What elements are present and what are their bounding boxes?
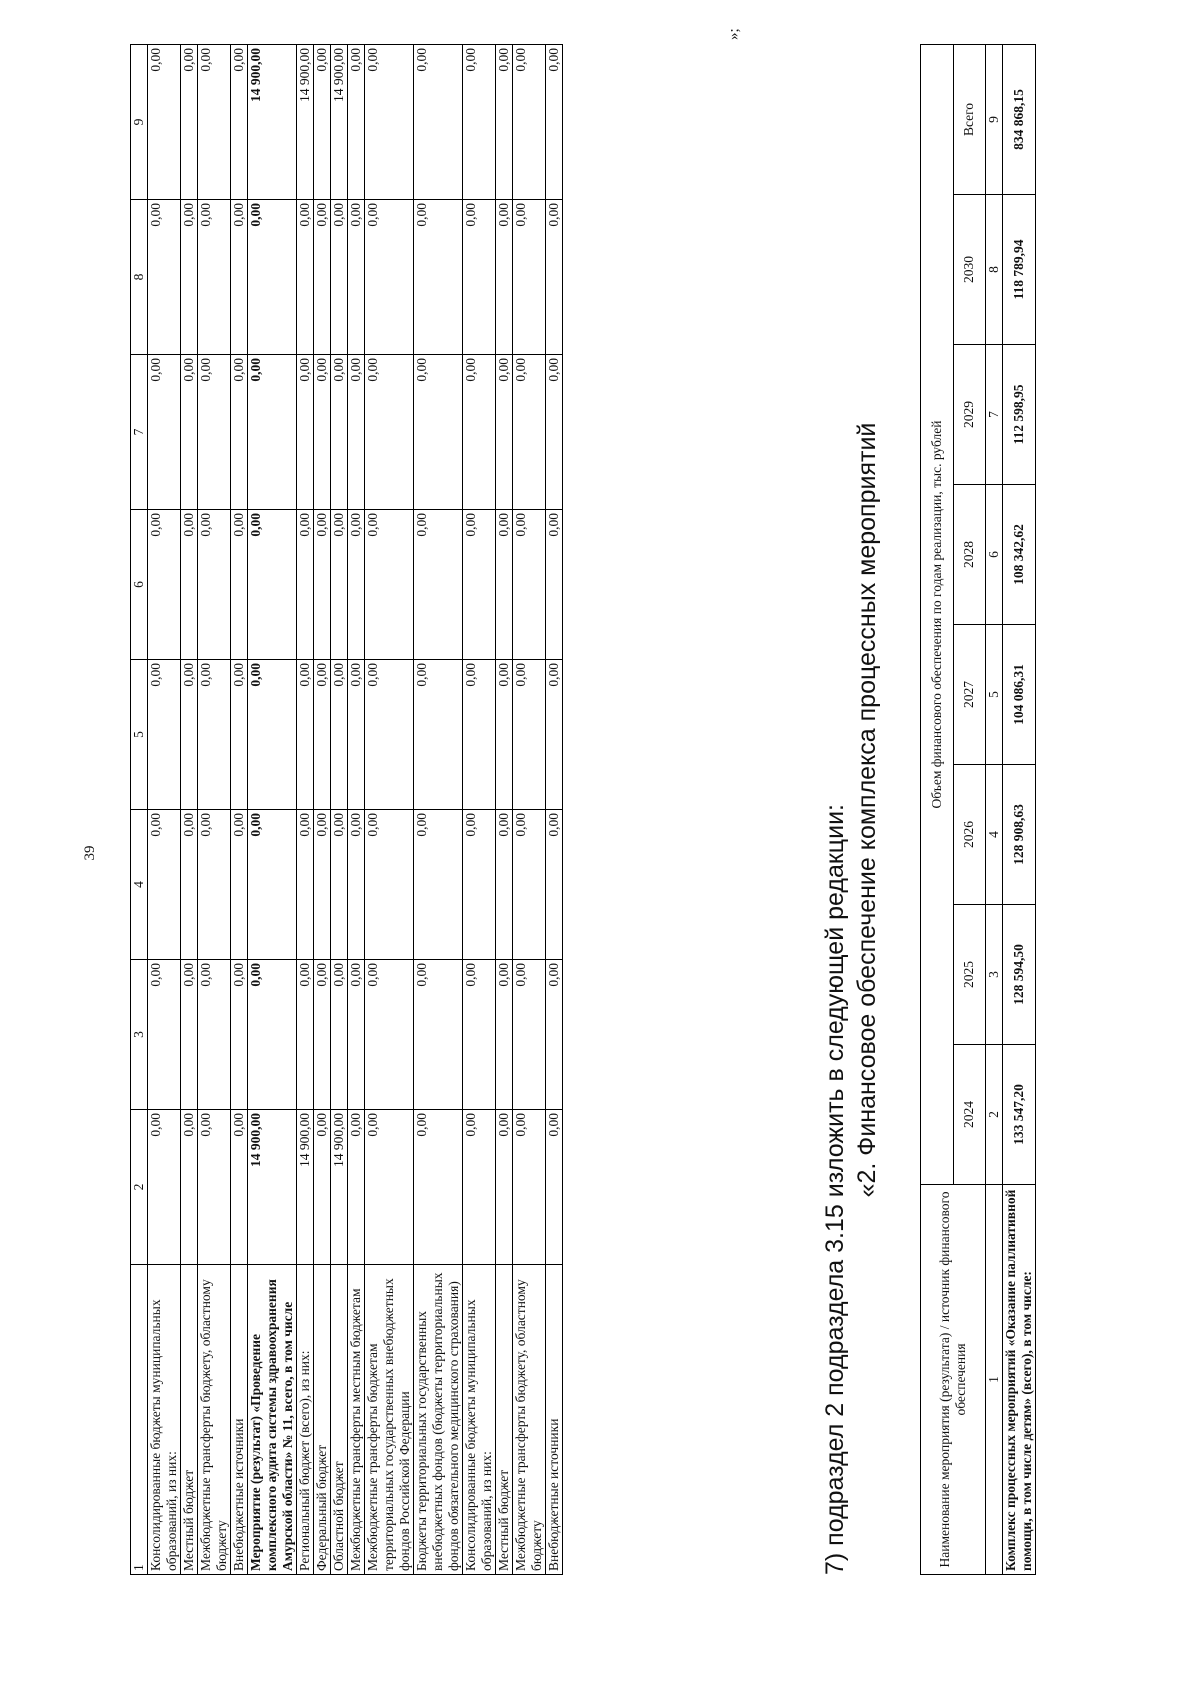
value-cell: 0,00	[148, 355, 181, 510]
value-cell: 0,00	[414, 960, 463, 1110]
value-cell: 0,00	[314, 200, 331, 355]
value-cell: 0,00	[314, 810, 331, 960]
value-cell: 0,00	[231, 510, 248, 660]
value-cell: 0,00	[496, 660, 513, 810]
value-cell: 0,00	[231, 960, 248, 1110]
value-cell: 0,00	[496, 960, 513, 1110]
value-cell: 0,00	[546, 510, 563, 660]
value-cell: 0,00	[365, 1110, 414, 1265]
row-label: Региональный бюджет (всего), из них:	[297, 1265, 314, 1575]
column-number-row	[131, 45, 148, 1575]
value-cell: 0,00	[348, 355, 365, 510]
row-label: Областной бюджет	[331, 1265, 348, 1575]
value-cell: 0,00	[496, 1110, 513, 1265]
value-cell: 14 900,00	[297, 45, 314, 200]
row-label: Межбюджетные трансферты бюджету, областному бюджету	[513, 1265, 546, 1575]
value-cell: 0,00	[148, 200, 181, 355]
value-cell: 0,00	[314, 960, 331, 1110]
value-cell: 0,00	[248, 810, 297, 960]
year-cell: 2028	[953, 485, 986, 625]
header-name-cell: Наименование мероприятия (результата) / источник финансового обеспечения	[921, 1185, 986, 1575]
table-row	[331, 45, 348, 1575]
value-cell: 0,00	[513, 45, 546, 200]
value-cell: 0,00	[297, 960, 314, 1110]
table-row	[496, 45, 513, 1575]
value-cell: 0,00	[463, 660, 496, 810]
value-cell: 0,00	[365, 200, 414, 355]
value-cell: 0,00	[463, 1110, 496, 1265]
value-cell: 0,00	[365, 45, 414, 200]
value-cell: 0,00	[231, 355, 248, 510]
financing-table-continued	[130, 44, 563, 1575]
table-row	[365, 45, 414, 1575]
value-cell: 0,00	[348, 200, 365, 355]
value-cell: 0,00	[546, 45, 563, 200]
value-cell: 14 900,00	[331, 1110, 348, 1265]
table-row	[198, 45, 231, 1575]
column-number: 7	[986, 345, 1003, 485]
value-cell: 0,00	[513, 660, 546, 810]
header-row	[921, 44, 954, 1574]
closing-quote: »;	[726, 28, 742, 40]
column-number-row	[986, 44, 1003, 1574]
value-cell: 0,00	[348, 810, 365, 960]
value-cell: 0,00	[198, 200, 231, 355]
column-number: 8	[131, 200, 148, 355]
row-label: Местный бюджет	[496, 1265, 513, 1575]
value-cell: 0,00	[414, 510, 463, 660]
column-number: 9	[131, 45, 148, 200]
value-cell: 0,00	[496, 510, 513, 660]
value-cell: 0,00	[231, 810, 248, 960]
year-cell: 2027	[953, 625, 986, 765]
page-number: 39	[82, 845, 98, 861]
value-cell: 0,00	[297, 355, 314, 510]
row-label: Мероприятие (результат) «Проведение комплексного аудита системы здравоохранения Амурской области» № 11, всего, в том числе	[248, 1265, 297, 1575]
table-row	[181, 45, 198, 1575]
column-number: 5	[986, 625, 1003, 765]
value-cell: 0,00	[297, 660, 314, 810]
value-cell: 0,00	[463, 810, 496, 960]
value-cell: 0,00	[348, 1110, 365, 1265]
value-cell: 0,00	[297, 510, 314, 660]
value-cell: 0,00	[546, 810, 563, 960]
column-number: 1	[131, 1265, 148, 1575]
column-number: 9	[986, 44, 1003, 194]
row-label: Внебюджетные источники	[546, 1265, 563, 1575]
value-cell: 0,00	[513, 810, 546, 960]
value-cell: 0,00	[463, 960, 496, 1110]
value-cell: 0,00	[248, 660, 297, 810]
column-number: 1	[986, 1185, 1003, 1575]
value-cell: 14 900,00	[331, 45, 348, 200]
value-cell: 0,00	[231, 200, 248, 355]
value-cell: 14 900,00	[248, 1110, 297, 1265]
value-cell: 0,00	[513, 1110, 546, 1265]
value-cell: 0,00	[414, 810, 463, 960]
table-row	[463, 45, 496, 1575]
table-row	[231, 45, 248, 1575]
value-cell: 0,00	[231, 45, 248, 200]
value-cell: 0,00	[331, 200, 348, 355]
value-cell: 14 900,00	[297, 1110, 314, 1265]
value-cell: 0,00	[148, 810, 181, 960]
value-cell: 0,00	[314, 1110, 331, 1265]
table-row	[248, 45, 297, 1575]
value-cell: 0,00	[348, 660, 365, 810]
value-cell: 0,00	[198, 510, 231, 660]
value-cell: 0,00	[331, 660, 348, 810]
value-cell: 0,00	[414, 355, 463, 510]
value-cell: 0,00	[513, 510, 546, 660]
value-cell: 0,00	[181, 660, 198, 810]
year-cell: 2030	[953, 195, 986, 345]
value-cell: 0,00	[148, 660, 181, 810]
value-cell: 0,00	[463, 200, 496, 355]
year-cell: 2026	[953, 765, 986, 905]
value-cell: 0,00	[513, 200, 546, 355]
value-cell: 0,00	[463, 45, 496, 200]
value-cell: 0,00	[414, 45, 463, 200]
value-cell: 0,00	[365, 660, 414, 810]
row-label: Бюджеты территориальных государственных внебюджетных фондов (бюджеты территориальных фондов обязательного медицинского страхования)	[414, 1265, 463, 1575]
value-cell: 0,00	[181, 510, 198, 660]
value-cell: 0,00	[546, 355, 563, 510]
value-cell: 0,00	[463, 355, 496, 510]
column-number: 2	[131, 1110, 148, 1265]
value-cell: 0,00	[546, 660, 563, 810]
value-cell: 0,00	[248, 960, 297, 1110]
column-number: 2	[986, 1045, 1003, 1185]
row-label: Межбюджетные трансферты бюджетам территориальных государственных внебюджетных фондов Российской Федерации	[365, 1265, 414, 1575]
column-number: 3	[131, 960, 148, 1110]
value-cell: 0,00	[365, 510, 414, 660]
row-label: Консолидированные бюджеты муниципальных образований, из них:	[148, 1265, 181, 1575]
value-cell: 0,00	[198, 1110, 231, 1265]
value-cell: 0,00	[331, 355, 348, 510]
year-cell: 2029	[953, 345, 986, 485]
table-row	[297, 45, 314, 1575]
value-cell: 0,00	[348, 510, 365, 660]
value-cell: 0,00	[181, 960, 198, 1110]
table-row	[348, 45, 365, 1575]
value-cell: 0,00	[148, 1110, 181, 1265]
row-label: Комплекс процессных мероприятий «Оказание паллиативной помощи, в том числе детям» (всего), в том числе:	[1003, 1185, 1036, 1575]
value-cell: 0,00	[331, 810, 348, 960]
value-cell: 0,00	[496, 200, 513, 355]
header-volume-cell: Объем финансового обеспечения по годам реализации, тыс. рублей	[921, 44, 954, 1184]
table-row	[148, 45, 181, 1575]
table-row	[513, 45, 546, 1575]
value-cell: 0,00	[331, 510, 348, 660]
value-cell: 0,00	[331, 960, 348, 1110]
value-cell: 0,00	[463, 510, 496, 660]
table-row	[546, 45, 563, 1575]
value-cell: 0,00	[365, 355, 414, 510]
value-cell: 0,00	[181, 1110, 198, 1265]
value-cell: 118 789,94	[1003, 195, 1036, 345]
year-cell: 2025	[953, 905, 986, 1045]
value-cell: 0,00	[546, 200, 563, 355]
row-label: Консолидированные бюджеты муниципальных образований, из них:	[463, 1265, 496, 1575]
value-cell: 0,00	[513, 960, 546, 1110]
value-cell: 0,00	[231, 1110, 248, 1265]
value-cell: 0,00	[198, 810, 231, 960]
value-cell: 108 342,62	[1003, 485, 1036, 625]
value-cell: 0,00	[181, 355, 198, 510]
value-cell: 0,00	[546, 960, 563, 1110]
value-cell: 0,00	[348, 45, 365, 200]
column-number: 4	[131, 810, 148, 960]
column-number: 6	[986, 485, 1003, 625]
value-cell: 0,00	[248, 200, 297, 355]
value-cell: 0,00	[297, 810, 314, 960]
value-cell: 133 547,20	[1003, 1045, 1036, 1185]
value-cell: 0,00	[414, 200, 463, 355]
column-number: 5	[131, 660, 148, 810]
table-row	[414, 45, 463, 1575]
amendment-instruction: 7) подраздел 2 подраздела 3.15 изложить в следующей редакции:	[821, 804, 849, 1575]
value-cell: 0,00	[414, 1110, 463, 1265]
row-label: Межбюджетные трансферты бюджету, областному бюджету	[198, 1265, 231, 1575]
value-cell: 0,00	[314, 45, 331, 200]
column-number: 8	[986, 195, 1003, 345]
value-cell: 0,00	[148, 510, 181, 660]
value-cell: 0,00	[148, 960, 181, 1110]
column-number: 3	[986, 905, 1003, 1045]
column-number: 7	[131, 355, 148, 510]
value-cell: 0,00	[181, 810, 198, 960]
value-cell: 0,00	[181, 45, 198, 200]
value-cell: 0,00	[181, 200, 198, 355]
row-label: Местный бюджет	[181, 1265, 198, 1575]
value-cell: 0,00	[546, 1110, 563, 1265]
value-cell: 0,00	[348, 960, 365, 1110]
row-label: Федеральный бюджет	[314, 1265, 331, 1575]
value-cell: 0,00	[198, 355, 231, 510]
value-cell: 0,00	[231, 660, 248, 810]
rotated-page-content	[130, 28, 1130, 1575]
value-cell: 0,00	[496, 355, 513, 510]
value-cell: 0,00	[314, 355, 331, 510]
value-cell: 0,00	[365, 960, 414, 1110]
value-cell: 0,00	[148, 45, 181, 200]
year-cell: Всего	[953, 44, 986, 194]
complex-total-row	[1003, 44, 1036, 1574]
value-cell: 0,00	[414, 660, 463, 810]
value-cell: 0,00	[198, 45, 231, 200]
value-cell: 14 900,00	[248, 45, 297, 200]
value-cell: 112 598,95	[1003, 345, 1036, 485]
financing-summary-table	[920, 44, 1036, 1575]
value-cell: 0,00	[198, 660, 231, 810]
value-cell: 128 908,63	[1003, 765, 1036, 905]
value-cell: 0,00	[297, 200, 314, 355]
table-row	[314, 45, 331, 1575]
column-number: 6	[131, 510, 148, 660]
value-cell: 0,00	[496, 810, 513, 960]
value-cell: 128 594,50	[1003, 905, 1036, 1045]
row-label: Внебюджетные источники	[231, 1265, 248, 1575]
value-cell: 0,00	[496, 45, 513, 200]
section-heading: «2. Финансовое обеспечение комплекса процессных мероприятий	[853, 422, 881, 1198]
value-cell: 0,00	[248, 510, 297, 660]
row-label: Межбюджетные трансферты местным бюджетам	[348, 1265, 365, 1575]
value-cell: 0,00	[513, 355, 546, 510]
value-cell: 0,00	[314, 660, 331, 810]
value-cell: 0,00	[365, 810, 414, 960]
value-cell: 0,00	[248, 355, 297, 510]
column-number: 4	[986, 765, 1003, 905]
year-cell: 2024	[953, 1045, 986, 1185]
value-cell: 0,00	[198, 960, 231, 1110]
value-cell: 104 086,31	[1003, 625, 1036, 765]
value-cell: 834 868,15	[1003, 44, 1036, 194]
value-cell: 0,00	[314, 510, 331, 660]
